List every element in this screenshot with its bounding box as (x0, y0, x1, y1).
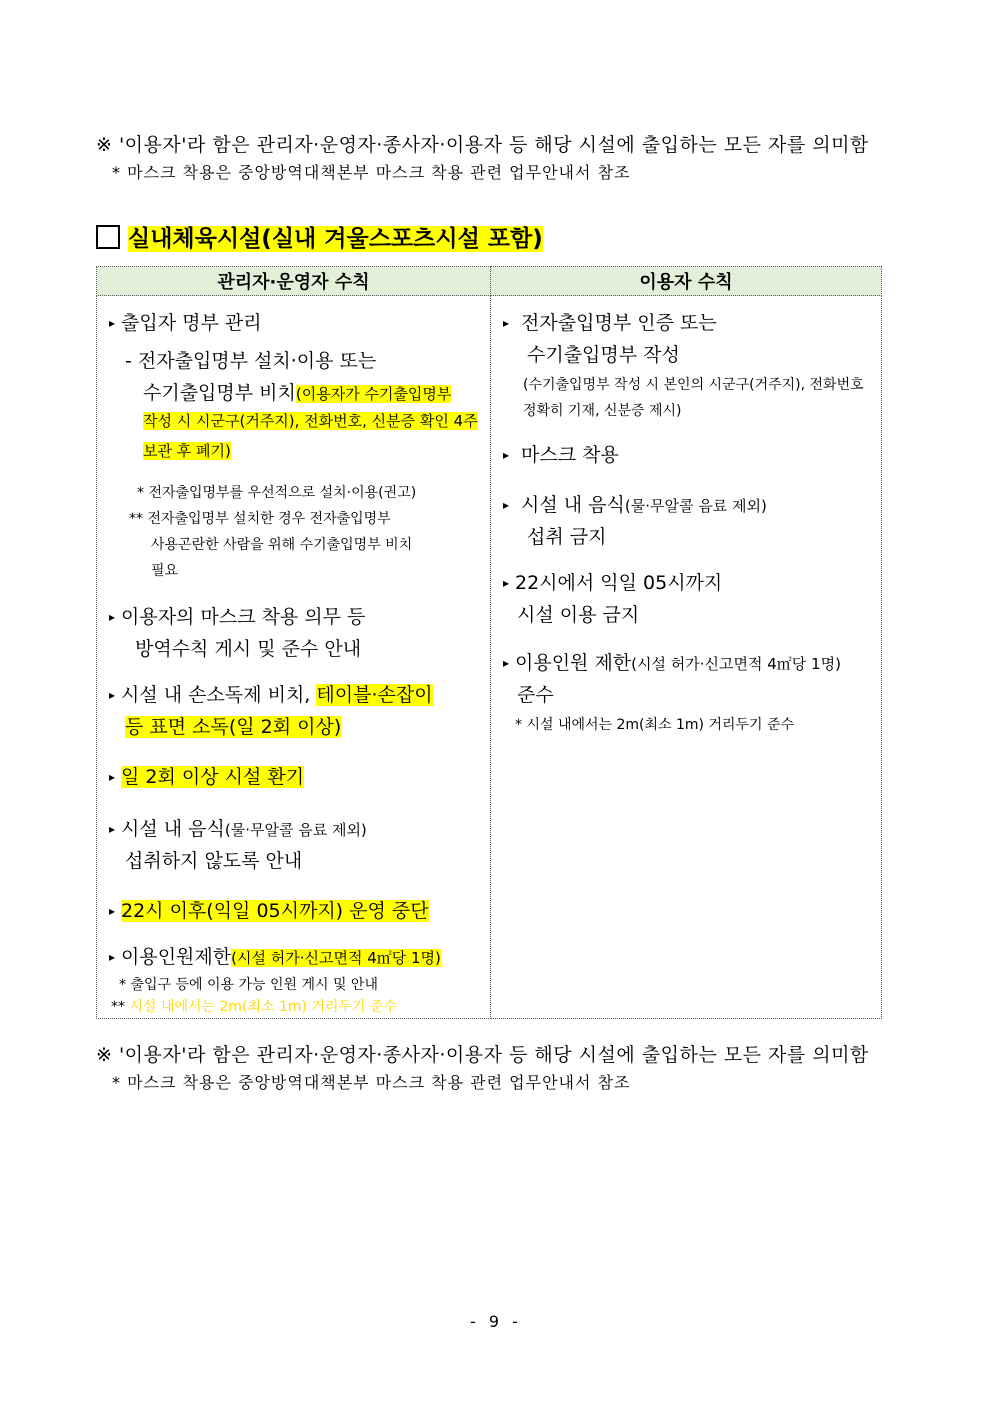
list-item-cont: 방역수칙 게시 및 준수 안내 (135, 638, 362, 660)
footnote: ** 전자출입명부 설치한 경우 전자출입명부 (129, 511, 391, 527)
footnote: * 시설 내에서는 2m(최소 1m) 거리두기 준수 (515, 717, 795, 733)
list-item-cont: 시설 이용 금지 (517, 604, 640, 626)
page-number: - 9 - (470, 1312, 522, 1331)
footnote: 필요 (151, 563, 179, 579)
list-item: ▸ 시설 내 음식(물·무알콜 음료 제외) (503, 494, 767, 516)
triangle-bullet-icon: ▸ (109, 610, 116, 624)
list-item-cont: 등 표면 소독(일 2회 이상) (125, 716, 342, 738)
top-note-main: ※ '이용자'라 함은 관리자·운영자·종사자·이용자 등 해당 시설에 출입하는 모든 자를 의미함 (96, 134, 869, 156)
footnote: 사용곤란한 사람을 위해 수기출입명부 비치 (151, 537, 413, 553)
list-item: ▸ 전자출입명부 인증 또는 (503, 312, 717, 334)
section-title: 실내체육시설(실내 겨울스포츠시설 포함) (128, 226, 543, 252)
checkbox-icon (96, 225, 120, 249)
triangle-bullet-icon: ▸ (503, 656, 510, 670)
list-item: ▸ 이용인원제한(시설 허가·신고면적 4㎡당 1명) (109, 946, 441, 968)
list-item-cont: 섭취하지 않도록 안내 (125, 850, 303, 872)
list-item-cont: 섭취 금지 (527, 526, 607, 548)
list-item-cont: 수기출입명부 작성 (527, 344, 680, 366)
triangle-bullet-icon: ▸ (109, 770, 116, 784)
triangle-bullet-icon: ▸ (109, 950, 116, 964)
bottom-note-main: ※ '이용자'라 함은 관리자·운영자·종사자·이용자 등 해당 시설에 출입하는 모든 자를 의미함 (96, 1044, 869, 1066)
rules-table (96, 266, 882, 1019)
footnote: ** 시설 내에서는 2m(최소 1m) 거리두기 준수 (111, 999, 398, 1015)
manager-rules-cell (97, 296, 491, 1019)
triangle-bullet-icon: ▸ (503, 498, 510, 512)
list-item: ▸ 마스크 착용 (503, 444, 619, 466)
footnote: 정확히 기재, 신분증 제시) (523, 403, 682, 419)
triangle-bullet-icon: ▸ (503, 576, 510, 590)
highlighted-note: 작성 시 시군구(거주지), 전화번호, 신분증 확인 4주 (143, 412, 478, 430)
footnote: * 출입구 등에 이용 가능 인원 게시 및 안내 (119, 977, 378, 993)
list-item: ▸ 일 2회 이상 시설 환기 (109, 766, 305, 788)
triangle-bullet-icon: ▸ (109, 316, 116, 330)
list-item: ▸ 이용자의 마스크 착용 의무 등 (109, 606, 366, 628)
section-heading (96, 220, 543, 253)
list-item: ▸ 시설 내 음식(물·무알콜 음료 제외) (109, 818, 367, 840)
highlighted-note: 보관 후 폐기) (143, 442, 231, 460)
list-item: ▸ 시설 내 손소독제 비치, 테이블·손잡이 (109, 684, 433, 706)
list-item: ▸ 이용인원 제한(시설 허가·신고면적 4㎡당 1명) (503, 652, 841, 674)
triangle-bullet-icon: ▸ (109, 688, 116, 702)
triangle-bullet-icon: ▸ (109, 904, 116, 918)
header-manager-rules: 관리자·운영자 수칙 (97, 267, 491, 296)
list-item: ▸ 22시 이후(익일 05시까지) 운영 중단 (109, 900, 429, 922)
list-item-sub: 수기출입명부 비치(이용자가 수기출입명부 (143, 382, 452, 404)
footnote: (수기출입명부 작성 시 본인의 시군구(거주지), 전화번호 (523, 377, 864, 393)
list-item: ▸ 출입자 명부 관리 (109, 312, 262, 334)
list-item-sub: - 전자출입명부 설치·이용 또는 (125, 350, 377, 372)
top-note-sub: * 마스크 착용은 중앙방역대책본부 마스크 착용 관련 업무안내서 참조 (112, 163, 631, 182)
list-item-cont: 준수 (517, 684, 554, 706)
list-item: ▸ 22시에서 익일 05시까지 (503, 572, 723, 594)
user-rules-cell (491, 296, 882, 1019)
footnote: * 전자출입명부를 우선적으로 설치·이용(권고) (137, 485, 417, 501)
triangle-bullet-icon: ▸ (503, 448, 510, 462)
triangle-bullet-icon: ▸ (109, 822, 116, 836)
triangle-bullet-icon: ▸ (503, 316, 510, 330)
bottom-note-sub: * 마스크 착용은 중앙방역대책본부 마스크 착용 관련 업무안내서 참조 (112, 1073, 631, 1092)
header-user-rules: 이용자 수칙 (491, 267, 882, 296)
